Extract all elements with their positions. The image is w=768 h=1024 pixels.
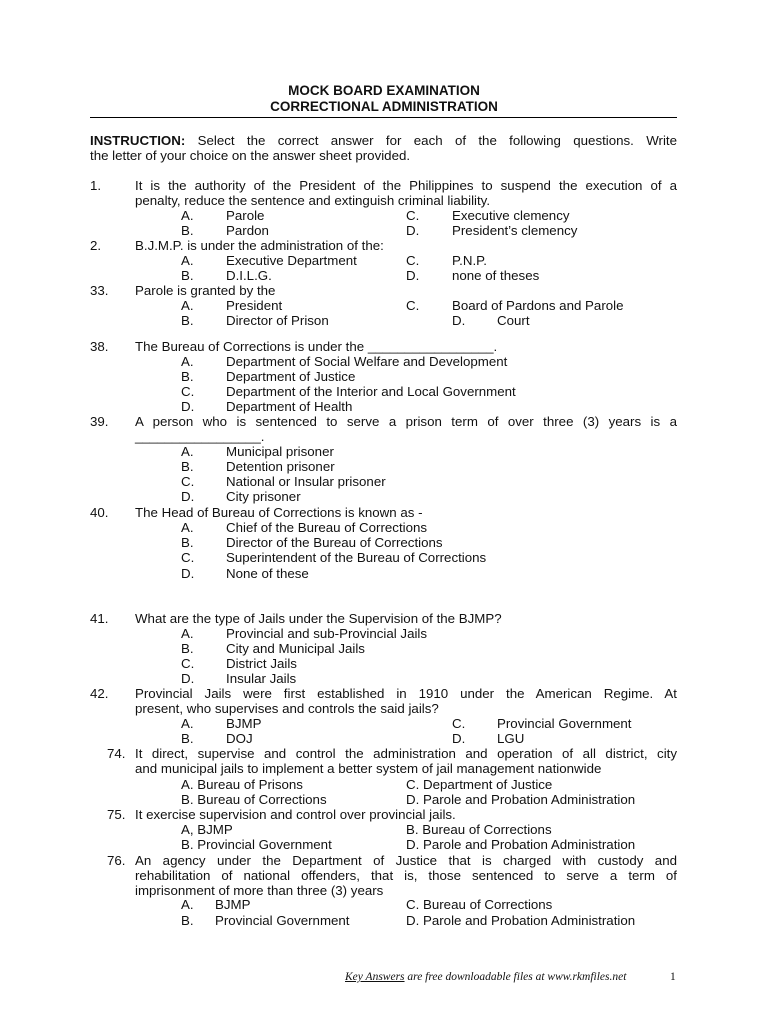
option-letter: A. (181, 444, 194, 459)
option-text: B. Bureau of Corrections (406, 822, 552, 837)
question-number: 38. (90, 339, 109, 354)
option-text: District Jails (226, 656, 297, 671)
option-text: BJMP (215, 897, 251, 912)
option-text: Insular Jails (226, 671, 297, 686)
option-letter: C. (181, 656, 195, 671)
option-text: Parole (226, 208, 265, 223)
option-letter: B. (181, 223, 194, 238)
question-text: It direct, supervise and control the administration and operation of all district, city (135, 746, 677, 761)
option-text: LGU (497, 731, 525, 746)
question-number: 41. (90, 611, 109, 626)
instruction-block (90, 133, 677, 163)
question-number: 76. (107, 853, 126, 868)
question-text: An agency under the Department of Justice that is charged with custody and (135, 853, 677, 868)
option-text: none of theses (452, 268, 540, 283)
option-letter: D. (452, 313, 466, 328)
option-text: Executive clemency (452, 208, 570, 223)
question-text: It exercise supervision and control over provincial jails. (135, 807, 456, 822)
option-letter: B. (181, 641, 194, 656)
option-letter: C. (181, 550, 195, 565)
question-text: rehabilitation of national offenders, that is, those sentenced to serve a term of (135, 868, 677, 883)
option-text: Court (497, 313, 530, 328)
header-divider (90, 117, 677, 118)
option-letter: C. (406, 298, 420, 313)
option-text: Department of the Interior and Local Government (226, 384, 516, 399)
option-letter: C. (181, 384, 195, 399)
option-letter: B. (181, 313, 194, 328)
option-text: City prisoner (226, 489, 301, 504)
question-text: Provincial Jails were first established in 1910 under the American Regime. At (135, 686, 677, 701)
option-text: A. Bureau of Prisons (181, 777, 303, 792)
option-text: DOJ (226, 731, 253, 746)
option-letter: D. (452, 731, 466, 746)
exam-subject: CORRECTIONAL ADMINISTRATION (270, 99, 498, 114)
option-text: President’s clemency (452, 223, 578, 238)
option-text: Board of Pardons and Parole (452, 298, 624, 313)
option-letter: D. (181, 671, 195, 686)
option-text: D. Parole and Probation Administration (406, 913, 636, 928)
instruction-line-1: INSTRUCTION: Select the correct answer for each of the following questions. Write (90, 133, 677, 148)
key-answers-link[interactable]: Key Answers (345, 971, 405, 983)
instruction-label: INSTRUCTION: (90, 133, 186, 148)
option-text: C. Bureau of Corrections (406, 897, 553, 912)
option-text: None of these (226, 566, 309, 581)
option-letter: D. (181, 489, 195, 504)
option-letter: B. (181, 913, 194, 928)
option-letter: A. (181, 520, 194, 535)
question-number: 39. (90, 414, 109, 429)
option-text: President (226, 298, 283, 313)
option-text: Provincial and sub-Provincial Jails (226, 626, 428, 641)
question-number: 33. (90, 283, 109, 298)
option-text: D. Parole and Probation Administration (406, 837, 636, 852)
question-number: 1. (90, 178, 102, 193)
option-text: A, BJMP (181, 822, 233, 837)
option-text: B. Provincial Government (181, 837, 332, 852)
option-letter: A. (181, 253, 194, 268)
option-text: P.N.P. (452, 253, 487, 268)
option-text: Department of Health (226, 399, 353, 414)
question-number: 40. (90, 505, 109, 520)
option-text: C. Department of Justice (406, 777, 553, 792)
option-letter: A. (181, 626, 194, 641)
question-text: It is the authority of the President of the Philippines to suspend the execution of a (135, 178, 677, 193)
question-number: 2. (90, 238, 102, 253)
question-number: 75. (107, 807, 126, 822)
option-text: Pardon (226, 223, 269, 238)
question-text: The Head of Bureau of Corrections is known as - (135, 505, 423, 520)
option-letter: A. (181, 897, 194, 912)
question-text: imprisonment of more than three (3) years (135, 883, 384, 898)
option-text: Detention prisoner (226, 459, 335, 474)
option-letter: B. (181, 535, 194, 550)
option-text: D.I.L.G. (226, 268, 272, 283)
option-letter: C. (452, 716, 466, 731)
question-number: 42. (90, 686, 109, 701)
question-text: and municipal jails to implement a better system of jail management nationwide (135, 761, 602, 776)
option-text: Department of Social Welfare and Development (226, 354, 508, 369)
option-text: D. Parole and Probation Administration (406, 792, 636, 807)
option-letter: B. (181, 731, 194, 746)
option-letter: A. (181, 298, 194, 313)
exam-title: MOCK BOARD EXAMINATION (288, 83, 480, 98)
question-text: present, who supervises and controls the said jails? (135, 701, 439, 716)
option-text: Director of Prison (226, 313, 329, 328)
option-letter: A. (181, 208, 194, 223)
option-text: Department of Justice (226, 369, 356, 384)
option-letter: D. (181, 399, 195, 414)
option-letter: B. (181, 459, 194, 474)
question-text: What are the type of Jails under the Supervision of the BJMP? (135, 611, 502, 626)
option-letter: D. (406, 223, 420, 238)
instruction-line-2: the letter of your choice on the answer sheet provided. (90, 148, 411, 163)
option-letter: B. (181, 268, 194, 283)
question-text: The Bureau of Corrections is under the _________________. (135, 339, 498, 354)
question-text: _________________. (135, 429, 265, 444)
option-letter: C. (181, 474, 195, 489)
option-text: Provincial Government (215, 913, 350, 928)
option-letter: B. (181, 369, 194, 384)
option-text: Provincial Government (497, 716, 632, 731)
question-text: A person who is sentenced to serve a prison term of over three (3) years is a (135, 414, 677, 429)
question-text: Parole is granted by the (135, 283, 276, 298)
option-text: City and Municipal Jails (226, 641, 365, 656)
option-text: National or Insular prisoner (226, 474, 386, 489)
option-text: Director of the Bureau of Corrections (226, 535, 443, 550)
option-letter: A. (181, 716, 194, 731)
option-letter: D. (406, 268, 420, 283)
option-text: BJMP (226, 716, 262, 731)
page-number: 1 (670, 971, 676, 983)
option-text: Municipal prisoner (226, 444, 334, 459)
option-text: Chief of the Bureau of Corrections (226, 520, 428, 535)
option-text: Superintendent of the Bureau of Corrections (226, 550, 487, 565)
question-text: B.J.M.P. is under the administration of the: (135, 238, 384, 253)
question-text: penalty, reduce the sentence and extinguish criminal liability. (135, 193, 491, 208)
option-letter: C. (406, 208, 420, 223)
footer-note: Key Answers are free downloadable files at www.rkmfiles.net (345, 971, 627, 983)
option-text: Executive Department (226, 253, 357, 268)
question-number: 74. (107, 746, 126, 761)
option-letter: C. (406, 253, 420, 268)
option-letter: D. (181, 566, 195, 581)
option-text: B. Bureau of Corrections (181, 792, 327, 807)
option-letter: A. (181, 354, 194, 369)
